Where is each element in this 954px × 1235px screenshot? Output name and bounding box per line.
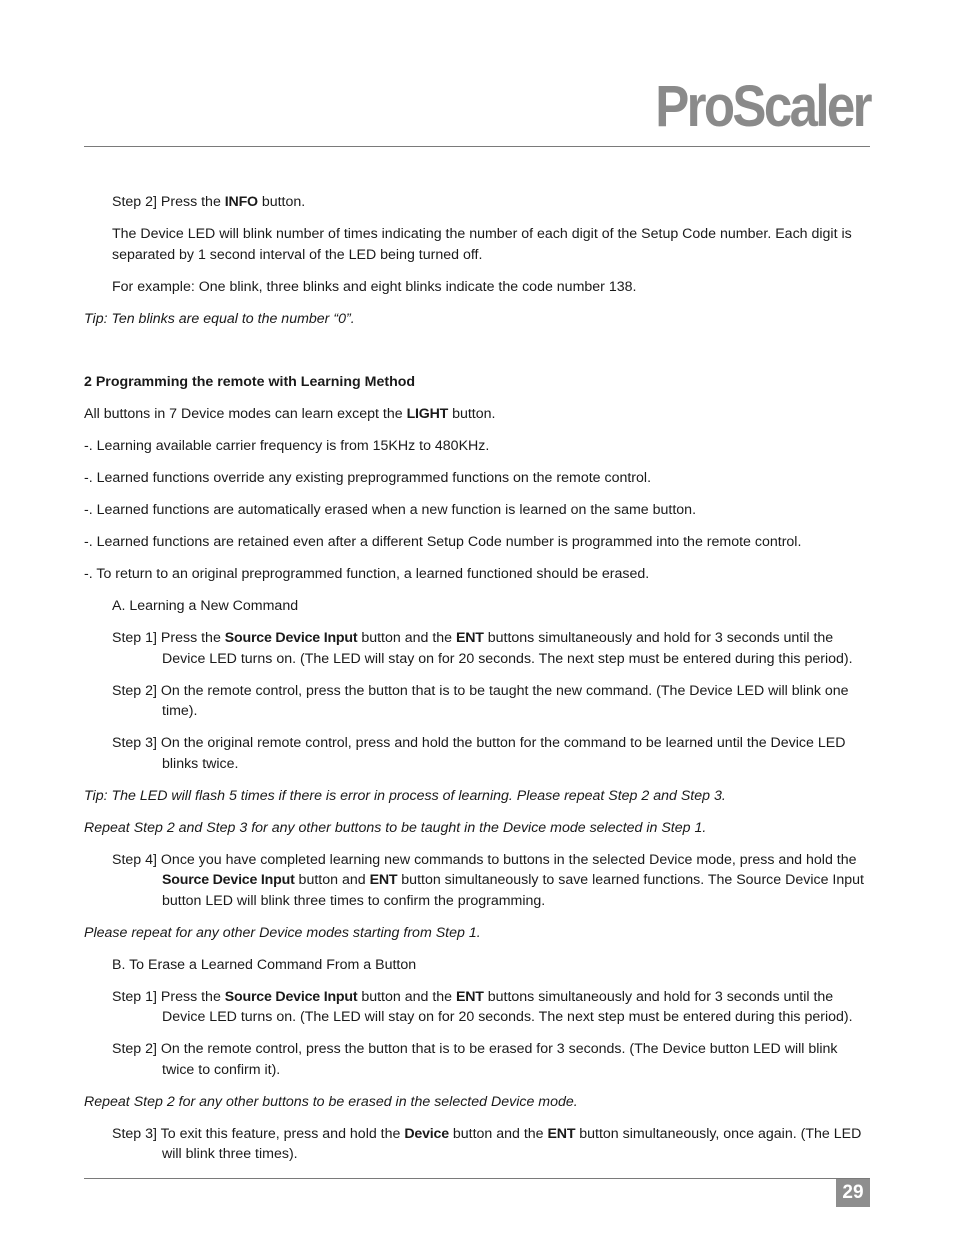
info-button-name: INFO xyxy=(224,194,258,210)
bullet-item: -. Learned functions are automatically erased when a new function is learned on the same button. xyxy=(84,502,697,518)
step-text: buttons simultaneously and hold for 3 seconds until the Device LED turns on. (The LED will stay on for 20 seconds. The next step must be entered during this period). xyxy=(162,630,853,667)
intro-step2-tail: button. xyxy=(257,194,306,210)
step-text: button simultaneously, once again. (The LED will blink three times). xyxy=(162,1125,862,1162)
learn-step-3: Step 3] On the original remote control, press and hold the button for the command to be learned until the Device LED blinks twice. xyxy=(112,735,846,772)
step-text: Step 3] To exit this feature, press and hold the xyxy=(112,1125,405,1142)
erase-step-2: Step 2] On the remote control, press the button that is to be erased for 3 seconds. (The Device button LED will blink twice to confirm it). xyxy=(112,1041,838,1078)
button-name: ENT xyxy=(456,988,484,1005)
intro-step2 xyxy=(84,192,870,213)
button-name: ENT xyxy=(456,630,484,646)
step-text: button and xyxy=(294,872,370,888)
bullet-item: -. To return to an original preprogrammed function, a learned functioned should be erased. xyxy=(84,566,650,582)
button-name: ENT xyxy=(369,872,398,888)
button-name: Device xyxy=(404,1125,449,1142)
learn-step-4 xyxy=(84,850,870,912)
learn-tip-error: Tip: The LED will flash 5 times if there is error in process of learning. Please repeat Step 2 and Step 3. xyxy=(84,787,726,804)
bullet-item: -. Learned functions are retained even after a different Setup Code number is programmed into the remote control. xyxy=(84,534,802,550)
learn-tip-modes: Please repeat for any other Device modes starting from Step 1. xyxy=(84,924,481,941)
step-text: button and the xyxy=(357,988,456,1005)
step-text: button simultaneously to save learned functions. The Source Device Input button LED will blink three times to confirm the programming. xyxy=(162,872,864,909)
page-number: 29 xyxy=(836,1179,870,1207)
button-name: ENT xyxy=(547,1125,576,1142)
footer-divider xyxy=(84,1178,870,1179)
learn-step-1 xyxy=(84,628,870,669)
page-content xyxy=(84,192,870,1165)
button-name: Source Device Input xyxy=(224,630,358,646)
step-text: Step 1] Press the xyxy=(112,988,225,1005)
section-lead-text: All buttons in 7 Device modes can learn except the xyxy=(84,406,407,422)
step-text: button and the xyxy=(357,630,456,646)
subsection-b-heading: B. To Erase a Learned Command From a Button xyxy=(112,956,417,973)
button-name: Source Device Input xyxy=(162,872,295,888)
step-text: button and the xyxy=(448,1125,548,1142)
section-heading: 2 Programming the remote with Learning Method xyxy=(84,374,416,390)
light-button-name: LIGHT xyxy=(406,406,449,422)
intro-tip: Tip: Ten blinks are equal to the number “0”. xyxy=(84,310,355,327)
learn-tip-repeat: Repeat Step 2 and Step 3 for any other buttons to be taught in the Device mode selected in Step 1. xyxy=(84,819,707,836)
intro-step2-text: Step 2] Press the xyxy=(112,194,225,210)
step-text: Step 1] Press the xyxy=(112,630,225,646)
erase-step-1 xyxy=(84,987,870,1028)
intro-paragraph-2: For example: One blink, three blinks and eight blinks indicate the code number 138. xyxy=(112,278,637,295)
intro-paragraph-1: The Device LED will blink number of times indicating the number of each digit of the Setup Code number. Each digit is separated by 1 second interval of the LED being turned off. xyxy=(112,226,852,263)
erase-step-3 xyxy=(84,1124,870,1165)
section-lead-tail: button. xyxy=(448,406,496,422)
step-text: Step 4] Once you have completed learning new commands to buttons in the selected Device mode, press and hold the xyxy=(112,851,857,868)
learn-step-2: Step 2] On the remote control, press the button that is to be taught the new command. (The Device LED will blink one time). xyxy=(112,682,849,719)
section-lead xyxy=(84,404,870,425)
header-divider xyxy=(84,146,870,147)
step-text: buttons simultaneously and hold for 3 seconds until the Device LED turns on. (The LED will stay on for 20 seconds. The next step must be entered during this period). xyxy=(162,988,853,1025)
brand-title: ProScaler xyxy=(655,74,870,139)
button-name: Source Device Input xyxy=(224,988,358,1005)
erase-tip: Repeat Step 2 for any other buttons to be erased in the selected Device mode. xyxy=(84,1093,578,1110)
bullet-item: -. Learned functions override any existing preprogrammed functions on the remote control. xyxy=(84,470,652,486)
bullet-item: -. Learning available carrier frequency is from 15KHz to 480KHz. xyxy=(84,438,490,454)
subsection-a-heading: A. Learning a New Command xyxy=(112,598,299,614)
